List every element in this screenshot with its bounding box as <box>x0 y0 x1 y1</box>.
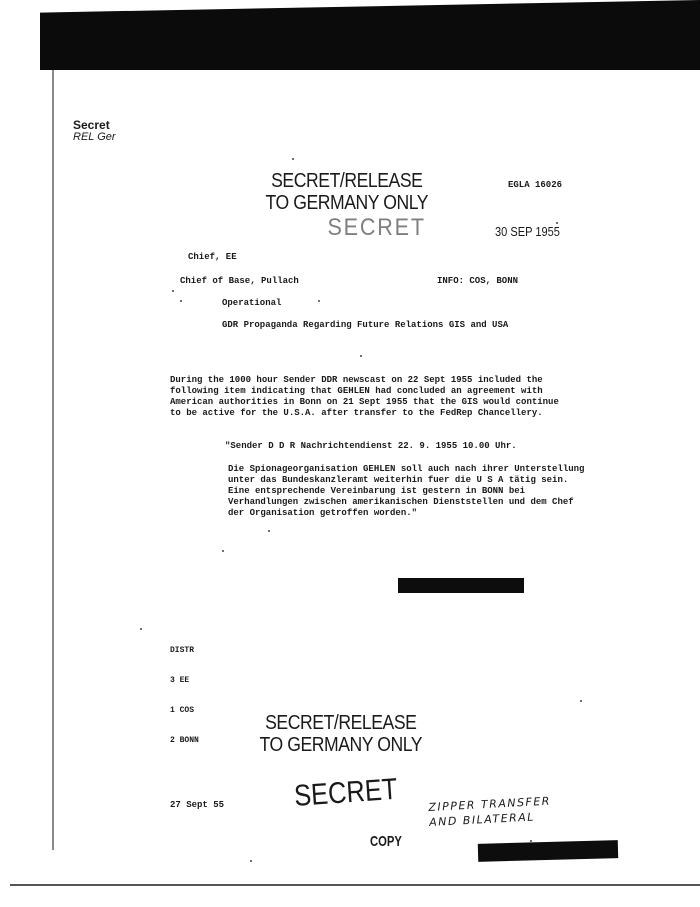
handwritten-note: ZIPPER TRANSFER AND BILATERAL <box>428 794 552 829</box>
release-label: REL Ger <box>73 131 116 143</box>
redaction-bar-bottom <box>478 840 618 862</box>
prepared-date: 27 Sept 55 <box>170 800 225 810</box>
to-line: Chief, EE <box>188 252 237 262</box>
distribution-item: DISTR <box>170 646 195 655</box>
body-paragraph: During the 1000 hour Sender DDR newscast on 22 Sept 1955 included the following item indicating that GEHLEN had concluded an agreement with American authorities in Bonn on 21 Sept 1955 that the GIS would continue to be active for the U.S.A. after transfer to the FedRep Chancellery. <box>170 375 559 418</box>
quote-header: "Sender D D R Nachrichtendienst 22. 9. 1955 10.00 Uhr. <box>225 441 517 451</box>
secret-stamp-faded: SECRET <box>327 214 426 241</box>
distribution-item: 2 BONN <box>170 736 199 745</box>
scan-bottom-edge <box>10 884 700 886</box>
scan-top-shadow <box>40 0 700 70</box>
distribution-item: 1 COS <box>170 706 195 715</box>
subject-line: GDR Propaganda Regarding Future Relations GIS and USA <box>222 320 509 330</box>
release-stamp-bottom: SECRET/RELEASE TO GERMANY ONLY <box>259 712 423 756</box>
quote-paragraph: Die Spionageorganisation GEHLEN soll auch nach ihrer Unterstellung unter das Bundeskanzleramt weiterhin fuer die U S A tätig sein. Eine entsprechende Vereinbarung ist gestern in BONN bei Verhandlungen zwischen amerikanischen Dienststellen und dem Chef der Organisation getroffen worden." <box>228 464 585 518</box>
scan-left-edge <box>52 70 54 850</box>
info-line: INFO: COS, BONN <box>437 276 519 286</box>
document-number: EGLA 16026 <box>508 180 563 190</box>
redaction-bar <box>398 578 524 593</box>
category-line: Operational <box>222 298 282 308</box>
from-line: Chief of Base, Pullach <box>180 276 299 286</box>
classification-label: Secret <box>73 118 110 132</box>
copy-label: COPY <box>370 833 402 850</box>
document-date: 30 SEP 1955 <box>495 224 560 239</box>
distribution-item: 3 EE <box>170 676 190 685</box>
secret-stamp-bottom: SECRET <box>293 772 399 813</box>
release-stamp-top: SECRET/RELEASE TO GERMANY ONLY <box>265 170 429 214</box>
distribution-list <box>170 626 199 756</box>
